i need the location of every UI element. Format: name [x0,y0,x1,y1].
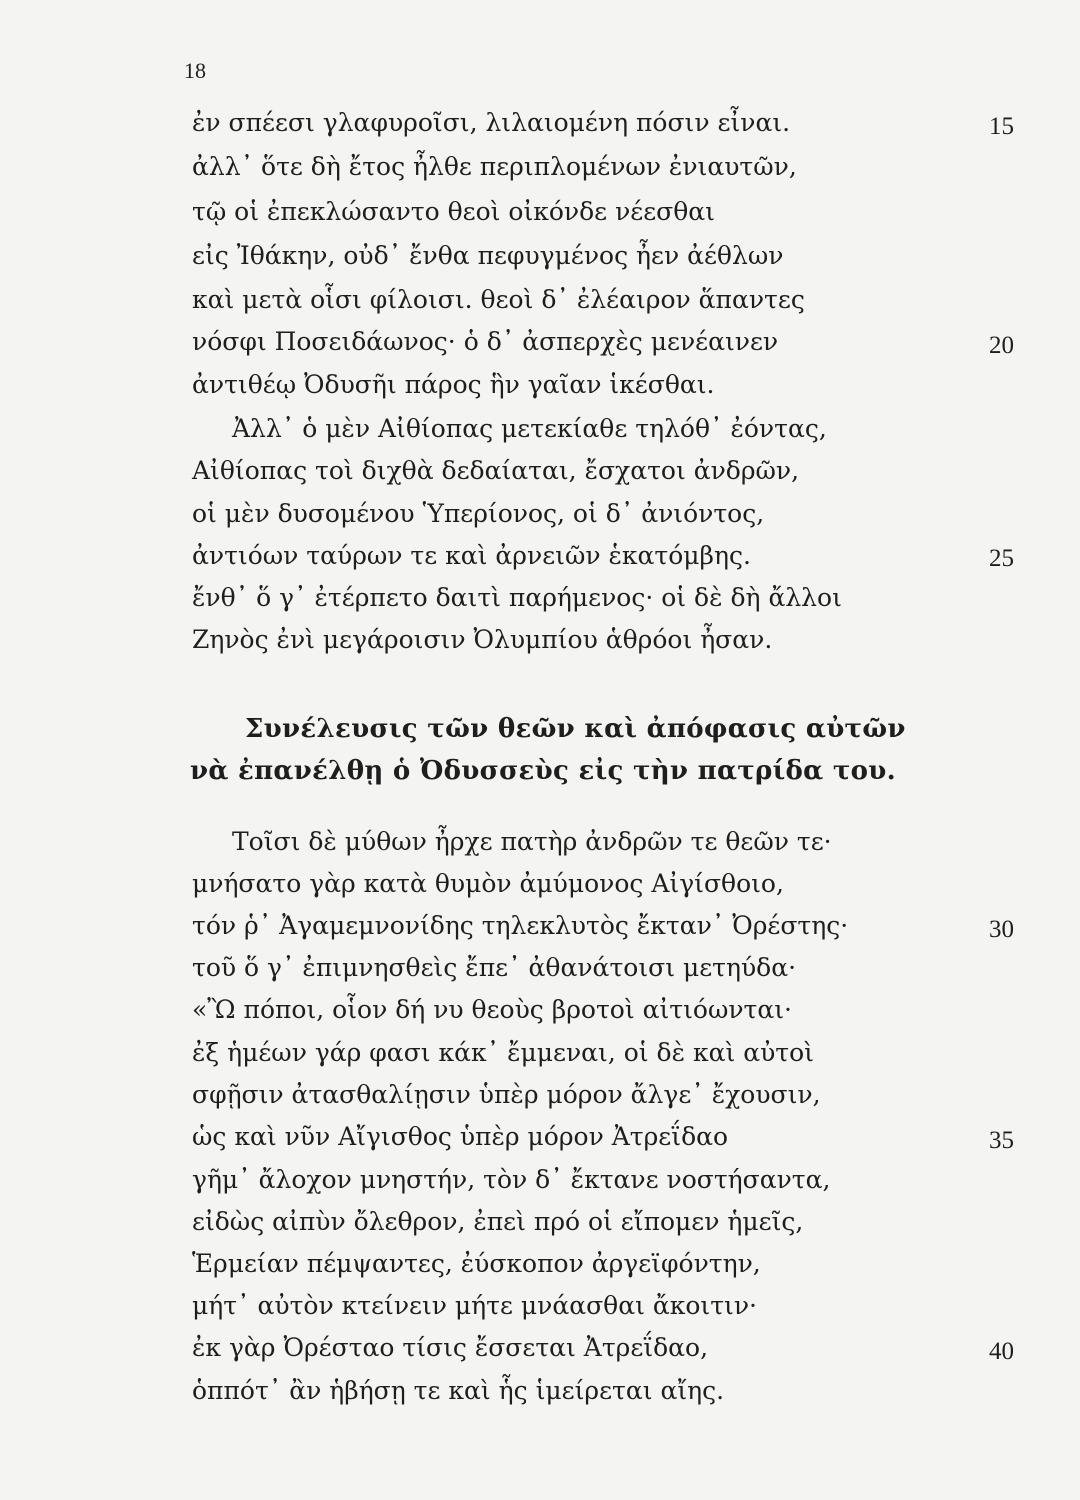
section-heading-line-1: Συνέλευσις τῶν θεῶν καὶ ἀπόφασις αὐτῶν [245,714,906,744]
verse-line: ἐξ ἡμέων γάρ φασι κάκ᾿ ἔμμεναι, οἱ δὲ καὶ αὐτοὶ [192,1038,814,1067]
line-number: 15 [989,113,1014,140]
line-number: 20 [989,332,1014,359]
verse-line: μήτ᾿ αὐτὸν κτείνειν μήτε μνάασθαι ἄκοιτιν· [192,1291,757,1320]
verse-line: καὶ μετὰ οἷσι φίλοισι. θεοὶ δ᾿ ἐλέαιρον ἅπαντες [192,285,805,314]
line-number: 30 [989,916,1014,943]
verse-line: Ἑρμείαν πέμψαντες, ἐύσκοπον ἀργεϊφόντην, [192,1249,761,1278]
verse-line: «Ὢ πόποι, οἷον δή νυ θεοὺς βροτοὶ αἰτιόωνται· [192,995,792,1024]
section-heading-line-2: νὰ ἐπανέλθῃ ὁ Ὀδυσσεὺς εἰς τὴν πατρίδα του. [190,756,896,786]
verse-line: ὁππότ᾿ ἂν ἡβήσῃ τε καὶ ἧς ἱμείρεται αἴης. [192,1376,725,1405]
page-number: 18 [184,58,206,83]
verse-line: ἀλλ᾿ ὅτε δὴ ἔτος ἦλθε περιπλομένων ἐνιαυτῶν, [192,152,797,181]
verse-line: γῆμ᾿ ἄλοχον μνηστήν, τὸν δ᾿ ἔκτανε νοστήσαντα, [192,1165,831,1194]
verse-line: ὡς καὶ νῦν Αἴγισθος ὑπὲρ μόρον Ἀτρεΐδαο [192,1122,729,1151]
verse-line: νόσφι Ποσειδάωνος· ὁ δ᾿ ἀσπερχὲς μενέαινεν [192,327,779,356]
verse-line: τόν ῥ᾿ Ἀγαμεμνονίδης τηλεκλυτὸς ἔκταν᾿ Ὀρέστης· [192,911,849,940]
verse-line: οἱ μὲν δυσομένου Ὑπερίονος, οἱ δ᾿ ἀνιόντος, [192,499,765,528]
verse-line: τοῦ ὅ γ᾿ ἐπιμνησθεὶς ἔπε᾿ ἀθανάτοισι μετηύδα· [192,953,797,982]
verse-line: τῷ οἱ ἐπεκλώσαντο θεοὶ οἰκόνδε νέεσθαι [192,197,715,226]
verse-line: Αἰθίοπας τοὶ διχθὰ δεδαίαται, ἔσχατοι ἀνδρῶν, [192,456,800,485]
verse-line: ἀντιθέῳ Ὀδυσῆι πάρος ἣν γαῖαν ἱκέσθαι. [192,370,715,399]
verse-line: ἐκ γὰρ Ὀρέσταο τίσις ἔσσεται Ἀτρεΐδαο, [192,1333,709,1362]
verse-line: Τοῖσι δὲ μύθων ἦρχε πατὴρ ἀνδρῶν τε θεῶν τε· [232,827,832,856]
verse-line: εἰδὼς αἰπὺν ὄλεθρον, ἐπεὶ πρό οἱ εἴπομεν ἡμεῖς, [192,1207,804,1236]
verse-line: μνήσατο γὰρ κατὰ θυμὸν ἀμύμονος Αἰγίσθοιο, [192,869,784,898]
verse-line: εἰς Ἰθάκην, οὐδ᾿ ἔνθα πεφυγμένος ἦεν ἀέθλων [192,241,784,270]
verse-line: Ἀλλ᾿ ὁ μὲν Αἰθίοπας μετεκίαθε τηλόθ᾿ ἐόντας, [232,414,827,443]
verse-line: ἐν σπέεσι γλαφυροῖσι, λιλαιομένη πόσιν εἶναι. [192,108,791,137]
verse-line: σφῇσιν ἀτασθαλίῃσιν ὑπὲρ μόρον ἄλγε᾿ ἔχουσιν, [192,1080,821,1109]
line-number: 35 [989,1127,1014,1154]
verse-line: Ζηνὸς ἐνὶ μεγάροισιν Ὀλυμπίου ἁθρόοι ἦσαν. [192,625,773,654]
line-number: 25 [989,545,1014,572]
verse-line: ἔνθ᾿ ὅ γ᾿ ἐτέρπετο δαιτὶ παρήμενος· οἱ δὲ δὴ ἄλλοι [192,583,842,612]
line-number: 40 [989,1338,1014,1365]
verse-line: ἀντιόων ταύρων τε καὶ ἀρνειῶν ἑκατόμβης. [192,541,751,570]
